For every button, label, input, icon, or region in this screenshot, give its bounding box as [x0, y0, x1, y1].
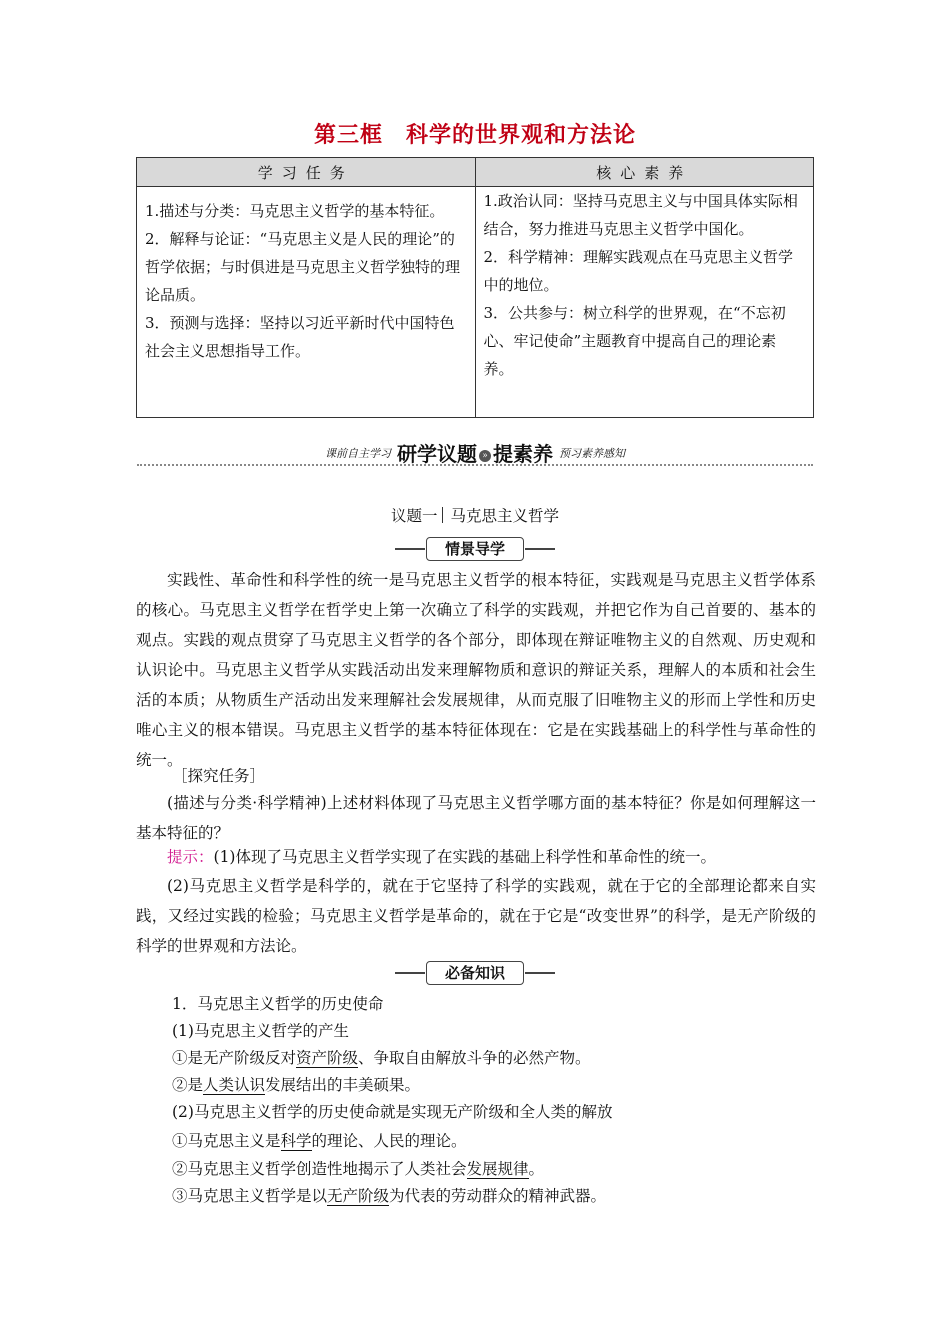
core-literacy-cell [475, 187, 814, 418]
learning-tasks-cell [137, 187, 476, 418]
knowledge-point: ①马克思主义是科学的理论、人民的理论。 [172, 1132, 467, 1150]
fill-blank-answer: 资产阶级 [296, 1049, 359, 1067]
knowledge-point: ②是人类认识发展结出的丰美硕果。 [172, 1076, 421, 1094]
task-item: 3．预测与选择：坚持以习近平新时代中国特色社会主义思想指导工作。 [145, 314, 455, 360]
inquiry-label: ［探究任务］ [172, 767, 266, 785]
hint-answer-1: (1)体现了马克思主义哲学实现了在实践的基础上科学性和革命性的统一。 [213, 848, 716, 866]
literacy-item: 1.政治认同：坚持马克思主义与中国具体实际相结合，努力推进马克思主义哲学中国化。 [483, 192, 798, 238]
knowledge-heading: 1．马克思主义哲学的历史使命 [172, 995, 384, 1013]
topic-heading [0, 504, 950, 526]
topic-separator [442, 507, 443, 523]
topic-label: 议题一 [390, 507, 438, 525]
banner-title-part2: 提素养 [493, 442, 553, 466]
col-header-core-literacy: 核心素养 [475, 158, 814, 187]
arrow-icon: » [479, 450, 491, 462]
fill-blank-answer: 科学 [280, 1132, 312, 1150]
tag-label: 必备知识 [426, 961, 524, 985]
knowledge-point: ②马克思主义哲学创造性地揭示了人类社会发展规律。 [172, 1160, 545, 1178]
scenario-passage: 实践性、革命性和科学性的统一是马克思主义哲学的根本特征，实践观是马克思主义哲学体系的核心。马克思主义哲学在哲学史上第一次确立了科学的实践观，并把它作为自己首要的、基本的观点。实践的观点贯穿了马克思主义哲学的各个部分，即体现在辩证唯物主义的自然观、历史观和认识论中。马克思主义哲学从实践活动出发来理解物质和意识的辩证关系，理解人的本质和社会生活的本质；从物质生产活动出发来理解社会发展规律，从而克服了旧唯物主义的形而上学性和历史唯心主义的根本错误。马克思主义哲学的基本特征体现在：它是在实践基础上的科学性与革命性的统一。 [136, 571, 816, 769]
inquiry-question: (描述与分类·科学精神)上述材料体现了马克思主义哲学哪方面的基本特征？你是如何理解这一基本特征的？ [136, 794, 816, 842]
literacy-item: 3．公共参与：树立科学的世界观，在“不忘初心、牢记使命”主题教育中提高自己的理论素养。 [483, 304, 786, 378]
objectives-table [136, 157, 814, 418]
banner-left-text: 课前自主学习 [325, 447, 391, 460]
banner-right-text: 预习素养感知 [559, 447, 625, 460]
fill-blank-answer: 人类认识 [203, 1076, 266, 1094]
task-item: 1.描述与分类：马克思主义哲学的基本特征。 [145, 202, 445, 220]
hint-label: 提示： [167, 848, 214, 866]
literacy-item: 2．科学精神：理解实践观点在马克思主义哲学中的地位。 [483, 248, 794, 294]
topic-name: 马克思主义哲学 [450, 507, 560, 525]
knowledge-subheading-1: (1)马克思主义哲学的产生 [172, 1022, 349, 1040]
knowledge-subheading-2: (2)马克思主义哲学的历史使命就是实现无产阶级和全人类的解放 [172, 1103, 613, 1121]
banner-title-part1: 研学议题 [397, 442, 477, 466]
banner-divider [137, 464, 813, 466]
hint-answer-2: (2)马克思主义哲学是科学的，就在于它坚持了科学的实践观，就在于它的全部理论都来自实践，又经过实践的检验；马克思主义哲学是革命的，就在于它是“改变世界”的科学，是无产阶级的科学的世界观和方法论。 [136, 877, 816, 955]
fill-blank-answer: 发展规律 [466, 1160, 529, 1178]
fill-blank-answer: 无产阶级 [327, 1187, 390, 1205]
task-item: 2．解释与论证：“马克思主义是人民的理论”的哲学依据；与时俱进是马克思主义哲学独特的理论品质。 [145, 230, 461, 304]
hint-paragraph [136, 842, 816, 872]
tag-label: 情景导学 [426, 537, 524, 561]
section-banner [137, 436, 813, 466]
knowledge-point: ①是无产阶级反对资产阶级、争取自由解放斗争的必然产物。 [172, 1049, 591, 1067]
page-title: 第三框 科学的世界观和方法论 [313, 123, 636, 148]
section-tag-knowledge [0, 961, 950, 985]
knowledge-point: ③马克思主义哲学是以无产阶级为代表的劳动群众的精神武器。 [172, 1187, 607, 1205]
col-header-learning-tasks: 学习任务 [137, 158, 476, 187]
section-tag-scenario [0, 537, 950, 561]
